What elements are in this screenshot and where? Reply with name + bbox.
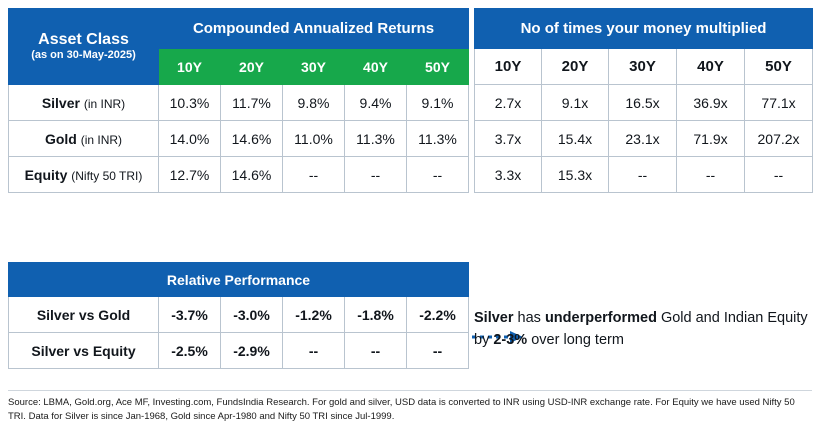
row-label-equity-text: Equity <box>24 166 68 183</box>
annotation-part5: 2-3% <box>493 331 528 348</box>
cell-sve-50y: -- <box>407 333 469 369</box>
multiples-group-header: No of times your money multiplied <box>475 9 813 49</box>
table-period-row <box>475 49 813 85</box>
cell-svg-20y: -3.0% <box>221 297 283 333</box>
asset-class-subtitle: (as on 30-May-2025) <box>31 49 136 62</box>
table-row <box>9 333 469 369</box>
table-row <box>9 297 469 333</box>
cell-equity-20y: 14.6% <box>221 157 283 193</box>
cell-sve-10y: -2.5% <box>159 333 221 369</box>
cell-equity-40y: -- <box>345 157 407 193</box>
cell-mult-equity-10y: 3.3x <box>475 157 542 193</box>
col-header-mult-50y: 50Y <box>745 49 813 85</box>
returns-table <box>8 8 469 193</box>
table-row <box>9 85 469 121</box>
cell-sve-20y: -2.9% <box>221 333 283 369</box>
cell-mult-silver-40y: 36.9x <box>677 85 745 121</box>
row-label-silver <box>9 85 159 121</box>
table-row <box>475 121 813 157</box>
cell-mult-gold-50y: 207.2x <box>745 121 813 157</box>
col-header-mult-10y: 10Y <box>475 49 542 85</box>
annotation-part6: over long term <box>527 331 624 348</box>
col-header-mult-40y: 40Y <box>677 49 745 85</box>
asset-class-header <box>9 9 159 85</box>
row-label-gold <box>9 121 159 157</box>
cell-mult-silver-10y: 2.7x <box>475 85 542 121</box>
cell-mult-equity-30y: -- <box>609 157 677 193</box>
col-header-mult-30y: 30Y <box>609 49 677 85</box>
col-header-50y: 50Y <box>407 49 469 85</box>
relative-performance-header: Relative Performance <box>9 263 469 297</box>
col-header-30y: 30Y <box>283 49 345 85</box>
cell-gold-30y: 11.0% <box>283 121 345 157</box>
row-label-gold-text: Gold <box>44 130 77 147</box>
returns-group-header: Compounded Annualized Returns <box>159 9 469 49</box>
cell-svg-30y: -1.2% <box>283 297 345 333</box>
table-row <box>9 157 469 193</box>
annotation-part1: Silver <box>474 310 514 326</box>
cell-mult-gold-20y: 15.4x <box>542 121 609 157</box>
cell-gold-50y: 11.3% <box>407 121 469 157</box>
row-label-silver-sub: (in INR) <box>83 96 126 111</box>
table-row <box>475 157 813 193</box>
cell-mult-silver-30y: 16.5x <box>609 85 677 121</box>
table-header-row <box>9 9 469 49</box>
annotation-part3: underperformed <box>544 310 657 326</box>
table-header-row <box>475 9 813 49</box>
cell-sve-40y: -- <box>345 333 407 369</box>
cell-silver-10y: 10.3% <box>159 85 221 121</box>
row-label-equity-sub: (Nifty 50 TRI) <box>71 168 143 183</box>
col-header-10y: 10Y <box>159 49 221 85</box>
annotation-part2: has <box>513 310 545 326</box>
cell-silver-40y: 9.4% <box>345 85 407 121</box>
cell-svg-50y: -2.2% <box>407 297 469 333</box>
col-header-20y: 20Y <box>221 49 283 85</box>
row-label-silver-vs-equity: Silver vs Equity <box>9 333 159 369</box>
row-label-silver-text: Silver <box>41 94 80 111</box>
table-row <box>9 121 469 157</box>
cell-mult-silver-20y: 9.1x <box>542 85 609 121</box>
cell-gold-40y: 11.3% <box>345 121 407 157</box>
source-divider <box>8 390 812 391</box>
cell-gold-10y: 14.0% <box>159 121 221 157</box>
col-header-40y: 40Y <box>345 49 407 85</box>
asset-class-title: Asset Class <box>38 30 129 48</box>
row-label-gold-sub: (in INR) <box>80 132 123 147</box>
cell-equity-10y: 12.7% <box>159 157 221 193</box>
cell-silver-50y: 9.1% <box>407 85 469 121</box>
annotation-callout <box>474 308 814 352</box>
cell-svg-40y: -1.8% <box>345 297 407 333</box>
cell-silver-20y: 11.7% <box>221 85 283 121</box>
cell-sve-30y: -- <box>283 333 345 369</box>
table-row <box>475 85 813 121</box>
cell-mult-equity-20y: 15.3x <box>542 157 609 193</box>
cell-mult-gold-40y: 71.9x <box>677 121 745 157</box>
cell-mult-equity-40y: -- <box>677 157 745 193</box>
annotation-part4: Gold and Indian Equity by <box>474 310 808 348</box>
cell-silver-30y: 9.8% <box>283 85 345 121</box>
cell-mult-equity-50y: -- <box>745 157 813 193</box>
cell-mult-gold-10y: 3.7x <box>475 121 542 157</box>
cell-equity-50y: -- <box>407 157 469 193</box>
source-note: Source: LBMA, Gold.org, Ace MF, Investing.com, FundsIndia Research. For gold and silver, USD data is converted to INR using USD-INR exchange rate. For Equity we have used Nifty 50 TRI. Data for Silver is since Jan-1968, Gold since Apr-1980 and Nifty 50 TRI since Jul-1999. <box>8 397 795 422</box>
cell-mult-silver-50y: 77.1x <box>745 85 813 121</box>
cell-svg-10y: -3.7% <box>159 297 221 333</box>
col-header-mult-20y: 20Y <box>542 49 609 85</box>
table-header-row <box>9 263 469 297</box>
cell-mult-gold-30y: 23.1x <box>609 121 677 157</box>
relative-performance-table <box>8 262 469 369</box>
cell-equity-30y: -- <box>283 157 345 193</box>
multiples-table <box>474 8 813 193</box>
row-label-silver-vs-gold: Silver vs Gold <box>9 297 159 333</box>
row-label-equity <box>9 157 159 193</box>
cell-gold-20y: 14.6% <box>221 121 283 157</box>
